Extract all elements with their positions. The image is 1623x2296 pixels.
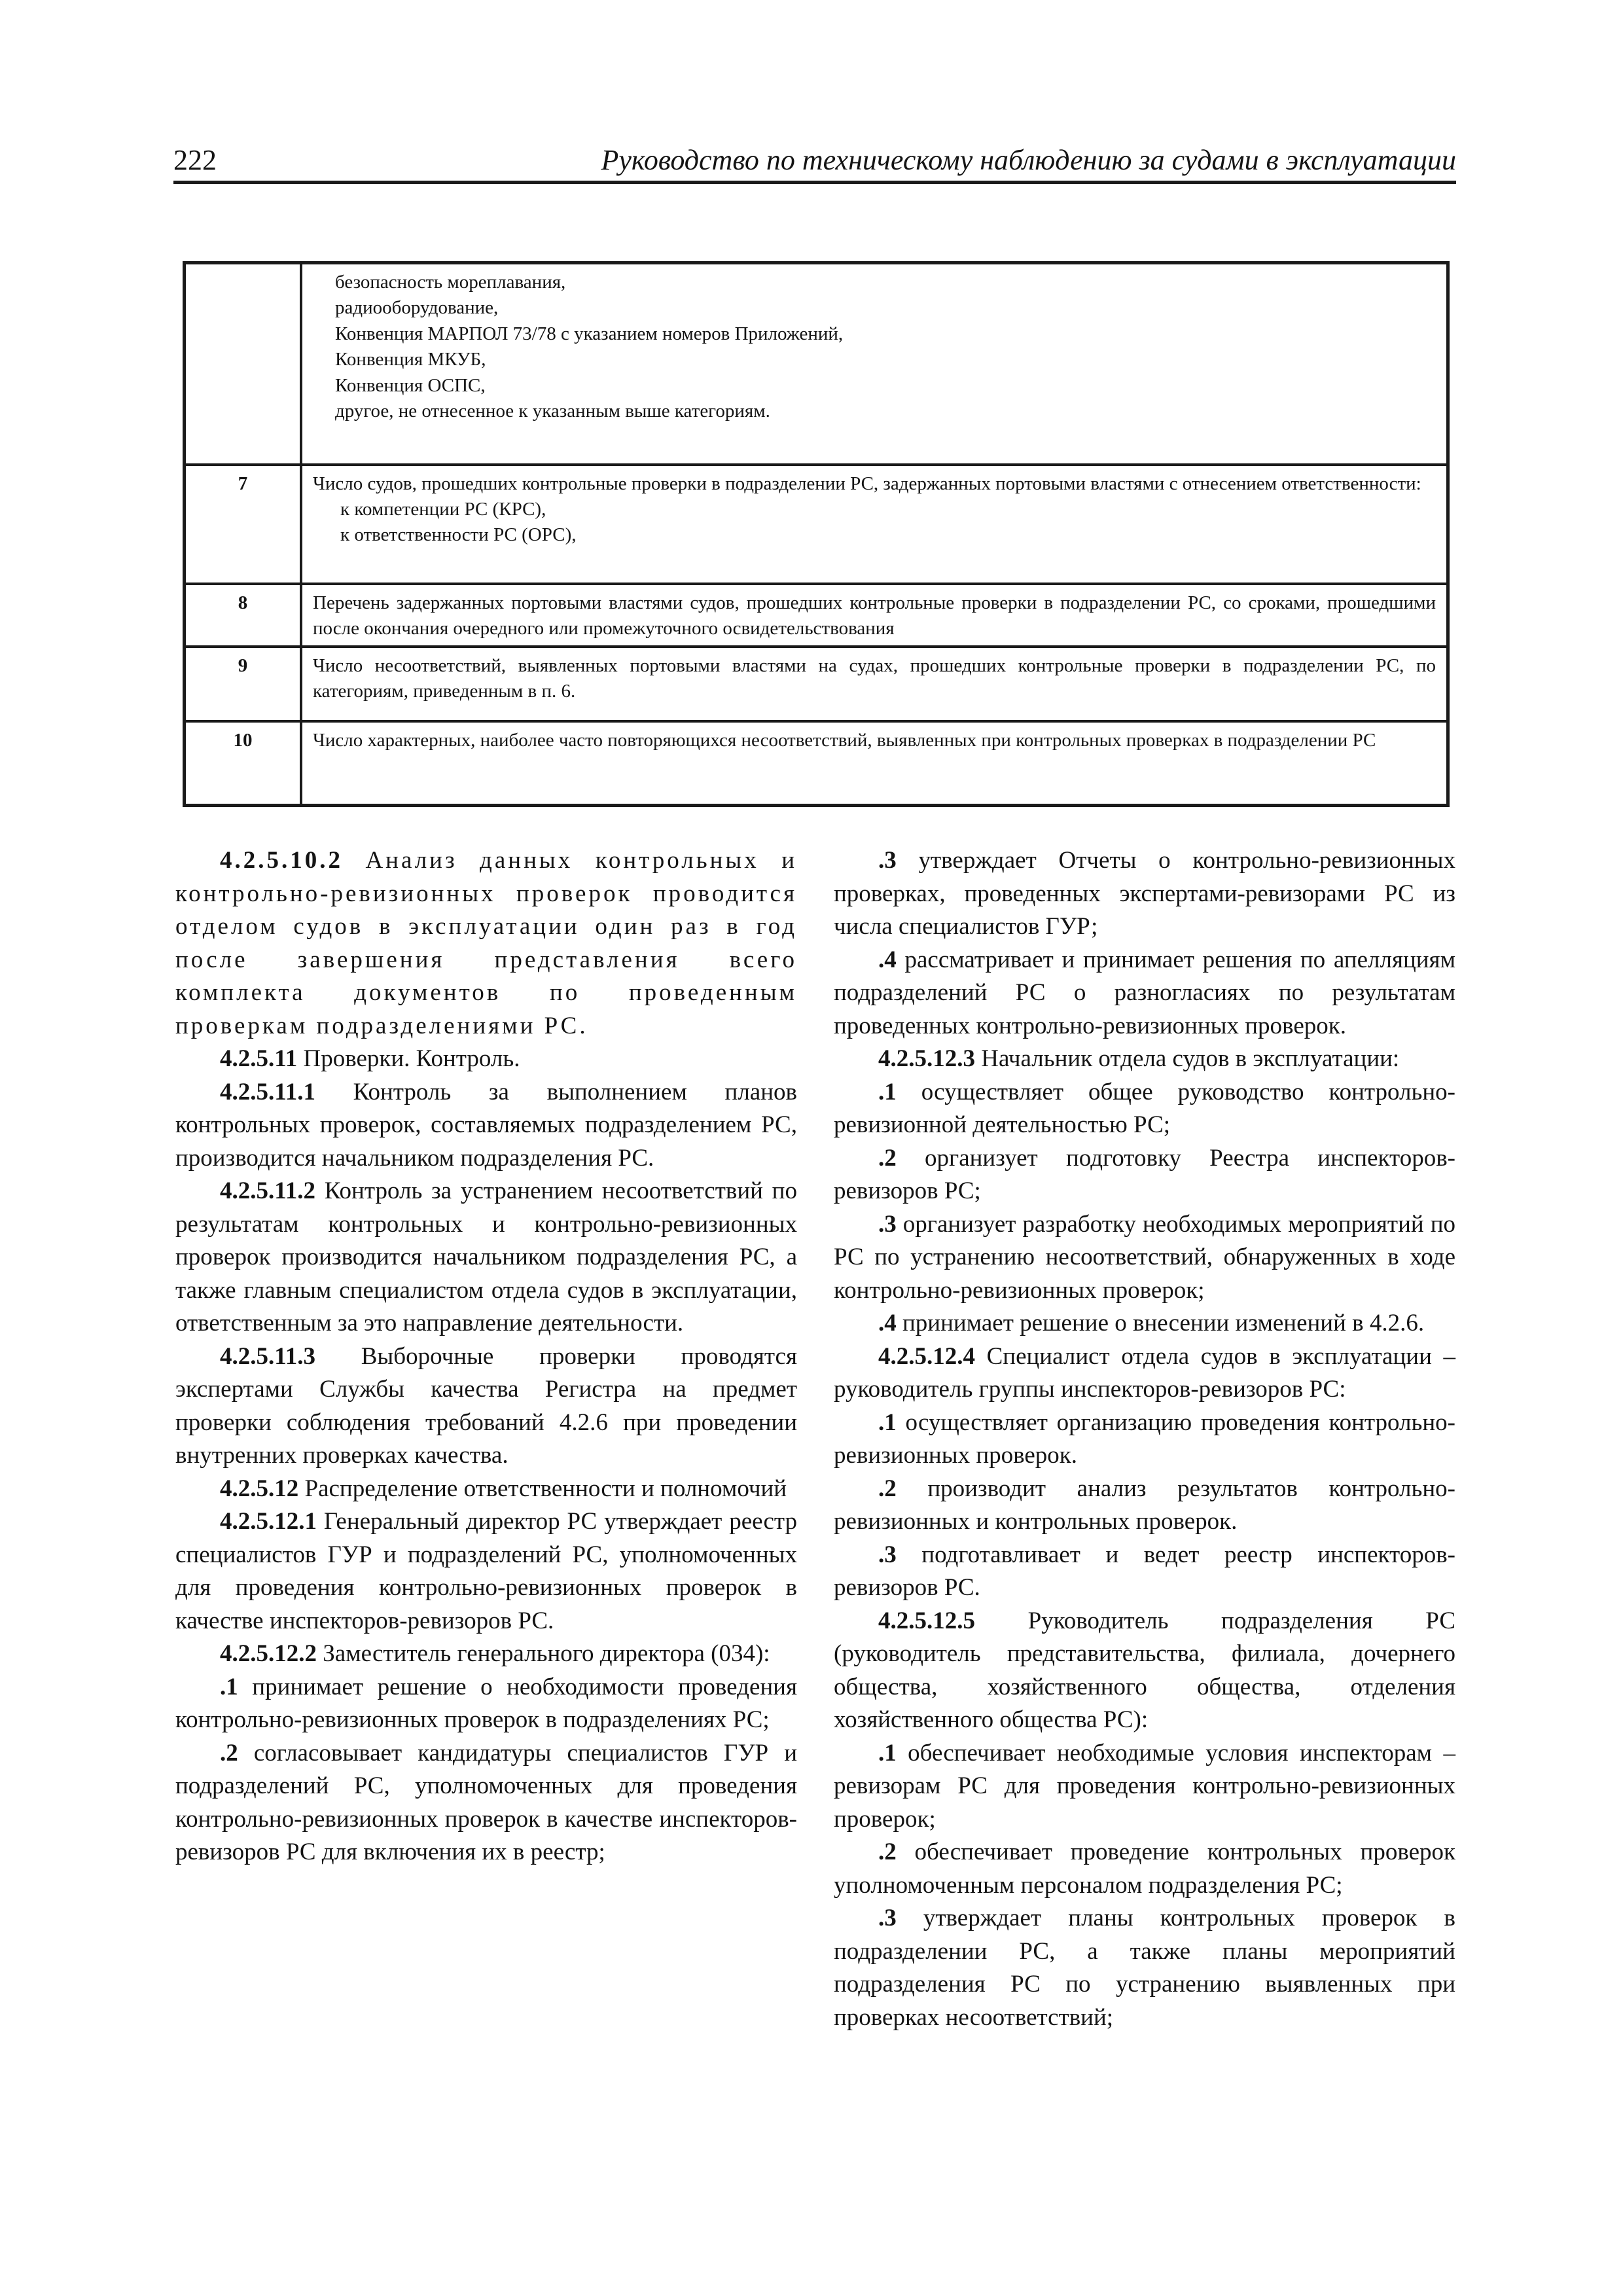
page-number: 222 bbox=[173, 144, 217, 176]
paragraph bbox=[834, 1208, 1455, 1308]
clause-number: .3 bbox=[878, 1541, 897, 1568]
clause-number: 4.2.5.11.3 bbox=[220, 1342, 315, 1370]
paragraph bbox=[834, 1473, 1455, 1539]
paragraph-text: утверждает планы контрольных проверок в подразделении РС, а также планы мероприятий подразделения РС по устранению выявленных при проверках несоответствий; bbox=[834, 1905, 1455, 2031]
paragraph-text: осуществляет организацию проведения контрольно-ревизионных проверок. bbox=[834, 1408, 1455, 1469]
paragraph-text: рассматривает и принимает решения по апелляциям подразделений РС о разногласиях по результатам проведенных контрольно-ревизионных проверок. bbox=[834, 946, 1455, 1039]
table-cell-number: 10 bbox=[185, 721, 302, 806]
paragraph bbox=[175, 1473, 797, 1506]
clause-number: .4 bbox=[878, 946, 897, 973]
clause-number: 4.2.5.12.3 bbox=[878, 1045, 975, 1072]
paragraph bbox=[175, 1043, 797, 1076]
paragraph bbox=[834, 1076, 1455, 1142]
table-cell-text bbox=[301, 263, 1448, 465]
paragraph bbox=[834, 1605, 1455, 1737]
paragraph-text: подготавливает и ведет реестр инспекторов-ревизоров РС. bbox=[834, 1541, 1455, 1601]
paragraph-text: Руководитель подразделения РС (руководитель представительства, филиала, дочернего общества, хозяйственного общества, отделения хозяйственного общества РС): bbox=[834, 1607, 1455, 1733]
paragraph-text: Выборочные проверки проводятся экспертами Службы качества Регистра на предмет проверки соблюдения требований 4.2.6 при проведении внутренних проверках качества. bbox=[175, 1342, 797, 1469]
list-item: Конвенция МКУБ, bbox=[335, 349, 486, 370]
paragraph bbox=[175, 1737, 797, 1869]
table-cell-number bbox=[185, 263, 302, 465]
paragraph bbox=[834, 1043, 1455, 1076]
clause-number: .1 bbox=[220, 1673, 238, 1700]
list-item: к ответственности РС (ОРС), bbox=[340, 524, 577, 546]
table-row bbox=[185, 465, 1448, 584]
clause-number: .1 bbox=[878, 1078, 897, 1105]
clause-number: .1 bbox=[878, 1739, 897, 1767]
paragraph bbox=[834, 1836, 1455, 1902]
paragraph-text: Генеральный директор РС утверждает реестр специалистов ГУР и подразделений РС, уполномоченных для проведения контрольно-ревизионных проверок в качестве инспекторов-ревизоров РС. bbox=[175, 1508, 797, 1634]
paragraph-text: Проверки. Контроль. bbox=[297, 1045, 520, 1072]
paragraph-text: Заместитель генерального директора (034): bbox=[317, 1640, 770, 1667]
paragraph-text: обеспечивает необходимые условия инспекторам – ревизорам РС для проведения контрольно-ревизионных проверок; bbox=[834, 1739, 1455, 1833]
clause-number: 4.2.5.11.2 bbox=[220, 1177, 315, 1204]
paragraph bbox=[834, 1142, 1455, 1208]
paragraph bbox=[175, 844, 797, 1043]
clause-number: .3 bbox=[878, 1210, 897, 1238]
list-item: к компетенции РС (КРС), bbox=[340, 498, 546, 520]
clause-number: .3 bbox=[878, 1905, 897, 1931]
clause-number: 4.2.5.11.1 bbox=[220, 1078, 315, 1105]
list-item: радиооборудование, bbox=[335, 297, 499, 319]
left-text-column bbox=[175, 844, 797, 1869]
paragraph-text: Контроль за выполнением планов контрольных проверок, составляемых подразделением РС, производится начальником подразделения РС. bbox=[175, 1078, 797, 1172]
table-cell-number: 8 bbox=[185, 584, 302, 647]
paragraph bbox=[834, 1737, 1455, 1837]
paragraph bbox=[834, 844, 1455, 944]
paragraph-text: осуществляет общее руководство контрольно-ревизионной деятельностью РС; bbox=[834, 1078, 1455, 1138]
list-item: другое, не отнесенное к указанным выше категориям. bbox=[335, 401, 770, 422]
clause-number: 4.2.5.10.2 bbox=[220, 847, 343, 874]
paragraph-text: производит анализ результатов контрольно-ревизионных и контрольных проверок. bbox=[834, 1475, 1455, 1535]
clause-number: .3 bbox=[878, 847, 897, 874]
clause-number: 4.2.5.12.1 bbox=[220, 1508, 317, 1535]
clause-number: 4.2.5.12.4 bbox=[878, 1342, 975, 1370]
paragraph bbox=[175, 1638, 797, 1671]
paragraph-text: утверждает Отчеты о контрольно-ревизионных проверках, проведенных экспертами-ревизорами РС из числа специалистов ГУР; bbox=[834, 847, 1455, 940]
paragraph-text: Распределение ответственности и полномочий bbox=[298, 1475, 787, 1502]
right-text-column bbox=[834, 844, 1455, 2034]
paragraph bbox=[834, 1307, 1455, 1340]
clause-number: .2 bbox=[220, 1739, 238, 1767]
clause-number: 4.2.5.12.2 bbox=[220, 1640, 317, 1667]
table-cell-number: 9 bbox=[185, 647, 302, 721]
paragraph-text: согласовывает кандидатуры специалистов ГУР и подразделений РС, уполномоченных для проведения контрольно-ревизионных проверок в качестве инспекторов-ревизоров РС для включения их в реестр; bbox=[175, 1739, 797, 1865]
table-row bbox=[185, 647, 1448, 721]
table-row bbox=[185, 263, 1448, 465]
criteria-table bbox=[183, 261, 1450, 807]
clause-number: .2 bbox=[878, 1839, 897, 1865]
table-row bbox=[185, 584, 1448, 647]
clause-number: .2 bbox=[878, 1144, 897, 1172]
paragraph bbox=[834, 1340, 1455, 1407]
paragraph bbox=[175, 1505, 797, 1638]
clause-number: .2 bbox=[878, 1475, 897, 1502]
paragraph-text: принимает решение о необходимости проведения контрольно-ревизионных проверок в подразделениях РС; bbox=[175, 1673, 797, 1733]
row-text: Число судов, прошедших контрольные проверки в подразделении РС, задержанных портовыми властями с отнесением ответственности: bbox=[313, 473, 1421, 494]
table-cell-text: Перечень задержанных портовыми властями судов, прошедших контрольные проверки в подразделении РС, со сроками, прошедшими после окончания очередного или промежуточного освидетельствования bbox=[301, 584, 1448, 647]
paragraph-text: Контроль за устранением несоответствий по результатам контрольных и контрольно-ревизионных проверок производится начальником подразделения РС, а также главным специалистом отдела судов в эксплуатации, ответственным за это направление деятельности. bbox=[175, 1177, 797, 1336]
paragraph bbox=[175, 1175, 797, 1340]
running-title: Руководство по техническому наблюдению за судами в эксплуатации bbox=[601, 144, 1456, 176]
clause-number: .4 bbox=[878, 1310, 897, 1336]
table-cell-text: Число несоответствий, выявленных портовыми властями на судах, прошедших контрольные проверки в подразделении РС, по категориям, приведенным в п. 6. bbox=[301, 647, 1448, 721]
paragraph bbox=[834, 1539, 1455, 1605]
page-header bbox=[173, 145, 1456, 184]
clause-number: 4.2.5.11 bbox=[220, 1045, 298, 1072]
clause-number: .1 bbox=[878, 1408, 897, 1436]
table-cell-text bbox=[301, 465, 1448, 584]
list-item: Конвенция ОСПС, bbox=[335, 374, 486, 396]
clause-number: 4.2.5.12 bbox=[220, 1475, 299, 1502]
paragraph-text: Специалист отдела судов в эксплуатации – руководитель группы инспекторов-ревизоров РС: bbox=[834, 1342, 1455, 1403]
paragraph-text: обеспечивает проведение контрольных проверок уполномоченным персоналом подразделения РС; bbox=[834, 1839, 1455, 1899]
paragraph-text: Анализ данных контрольных и контрольно-ревизионных проверок проводится отделом судов в эксплуатации один раз в год после завершения представления всего комплекта документов по проведенным проверкам подразделениями РС. bbox=[175, 847, 797, 1039]
clause-number: 4.2.5.12.5 bbox=[878, 1607, 975, 1634]
paragraph-text: Начальник отдела судов в эксплуатации: bbox=[975, 1045, 1400, 1072]
paragraph bbox=[834, 1407, 1455, 1473]
paragraph-text: принимает решение о внесении изменений в 4.2.6. bbox=[896, 1310, 1425, 1336]
paragraph bbox=[175, 1340, 797, 1473]
table-cell-number: 7 bbox=[185, 465, 302, 584]
paragraph-text: организует разработку необходимых мероприятий по РС по устранению несоответствий, обнаруженных в ходе контрольно-ревизионных проверок; bbox=[834, 1210, 1455, 1304]
list-item: Конвенция МАРПОЛ 73/78 с указанием номеров Приложений, bbox=[335, 323, 844, 344]
paragraph-text: организует подготовку Реестра инспекторов-ревизоров РС; bbox=[834, 1144, 1455, 1204]
list-item: безопасность мореплавания, bbox=[335, 272, 566, 293]
paragraph bbox=[175, 1076, 797, 1175]
table-row bbox=[185, 721, 1448, 806]
paragraph bbox=[834, 944, 1455, 1043]
table-cell-text: Число характерных, наиболее часто повторяющихся несоответствий, выявленных при контрольных проверках в подразделении РС bbox=[301, 721, 1448, 806]
paragraph bbox=[834, 1902, 1455, 2034]
paragraph bbox=[175, 1671, 797, 1737]
